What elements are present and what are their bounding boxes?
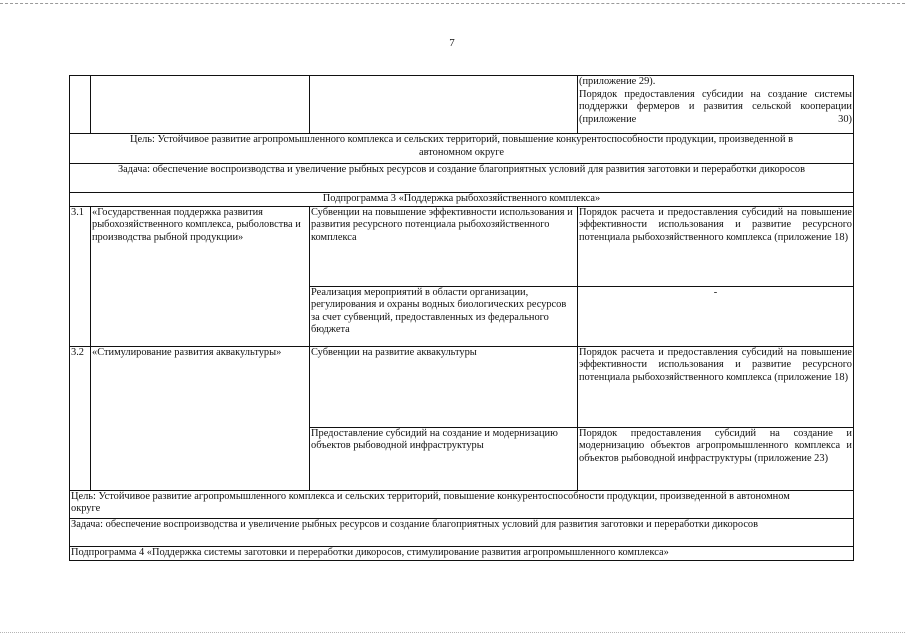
item-3-1-number: 3.1 bbox=[70, 206, 91, 346]
continuation-line-1: (приложение 29). bbox=[579, 76, 656, 87]
cell-name bbox=[91, 76, 310, 134]
item-3-1-measure-2: Реализация мероприятий в области организации, регулирования и охраны водных биологических ресурсов за счет субвенций, предоставленных из федерального бюджета bbox=[310, 286, 578, 346]
task-text-2: Задача: обеспечение воспроизводства и увеличение рыбных ресурсов и создание благоприятных условий для развития заготовки и переработки дикоросов bbox=[70, 518, 854, 546]
task-row-1 bbox=[70, 164, 854, 193]
goal-text-1: Цель: Устойчивое развитие агропромышленного комплекса и сельских территорий, повышение конкурентоспособности продукции, произведенной в автономном округе bbox=[70, 134, 854, 164]
scan-edge-bottom bbox=[0, 632, 905, 633]
item-3-1-row-1 bbox=[70, 206, 854, 286]
subprogram-3-row bbox=[70, 193, 854, 207]
continuation-line-2: Порядок предоставления субсидии на создание системы поддержки фермеров и развития сельской кооперации (приложение 30) bbox=[579, 88, 852, 125]
goal-row-1 bbox=[70, 134, 854, 164]
subprogram-4-row bbox=[70, 546, 854, 560]
cell-measure bbox=[310, 76, 578, 134]
item-3-1-measure-1: Субвенции на повышение эффективности использования и развития ресурсного потенциала рыбохозяйственного комплекса bbox=[310, 206, 578, 286]
cell-number bbox=[70, 76, 91, 134]
page-number: 7 bbox=[449, 37, 455, 49]
item-3-1-basis-1: Порядок расчета и предоставления субсидий на повышение эффективности использования и развитие ресурсного потенциала рыбохозяйственного комплекса (приложение 18) bbox=[578, 206, 854, 286]
item-3-2-measure-1: Субвенции на развитие аквакультуры bbox=[310, 346, 578, 427]
item-3-2-measure-2: Предоставление субсидий на создание и модернизацию объектов рыбоводной инфраструктуры bbox=[310, 427, 578, 490]
subprogram-3-title: Подпрограмма 3 «Поддержка рыбохозяйственного комплекса» bbox=[70, 193, 854, 207]
scan-edge-top bbox=[0, 3, 905, 4]
item-3-1-basis-2: - bbox=[578, 286, 854, 346]
task-text-1: Задача: обеспечение воспроизводства и увеличение рыбных ресурсов и создание благоприятных условий для развития заготовки и переработки дикоросов bbox=[70, 164, 854, 193]
item-3-2-basis-2: Порядок предоставления субсидий на создание и модернизацию объектов агропромышленного комплекса и объектов рыбоводной инфраструктуры (приложение 23) bbox=[578, 427, 854, 490]
subprogram-4-title: Подпрограмма 4 «Поддержка системы заготовки и переработки дикоросов, стимулирование развития агропромышленного комплекса» bbox=[70, 546, 854, 560]
item-3-2-basis-1: Порядок расчета и предоставления субсидий на повышение эффективности использования и развитие ресурсного потенциала рыбохозяйственного комплекса (приложение 18) bbox=[578, 346, 854, 427]
item-3-2-number: 3.2 bbox=[70, 346, 91, 490]
goal-row-2 bbox=[70, 490, 854, 518]
item-3-2-name: «Стимулирование развития аквакультуры» bbox=[91, 346, 310, 490]
task-row-2 bbox=[70, 518, 854, 546]
goal-text-2: Цель: Устойчивое развитие агропромышленного комплекса и сельских территорий, повышение конкурентоспособности продукции, произведенной в автономном округе bbox=[70, 490, 854, 518]
item-3-1-name: «Государственная поддержка развития рыбохозяйственного комплекса, рыболовства и производства рыбной продукции» bbox=[91, 206, 310, 346]
table-row-continuation bbox=[70, 76, 854, 134]
item-3-2-row-1 bbox=[70, 346, 854, 427]
cell-basis-continuation bbox=[578, 76, 854, 134]
program-table bbox=[69, 75, 854, 561]
